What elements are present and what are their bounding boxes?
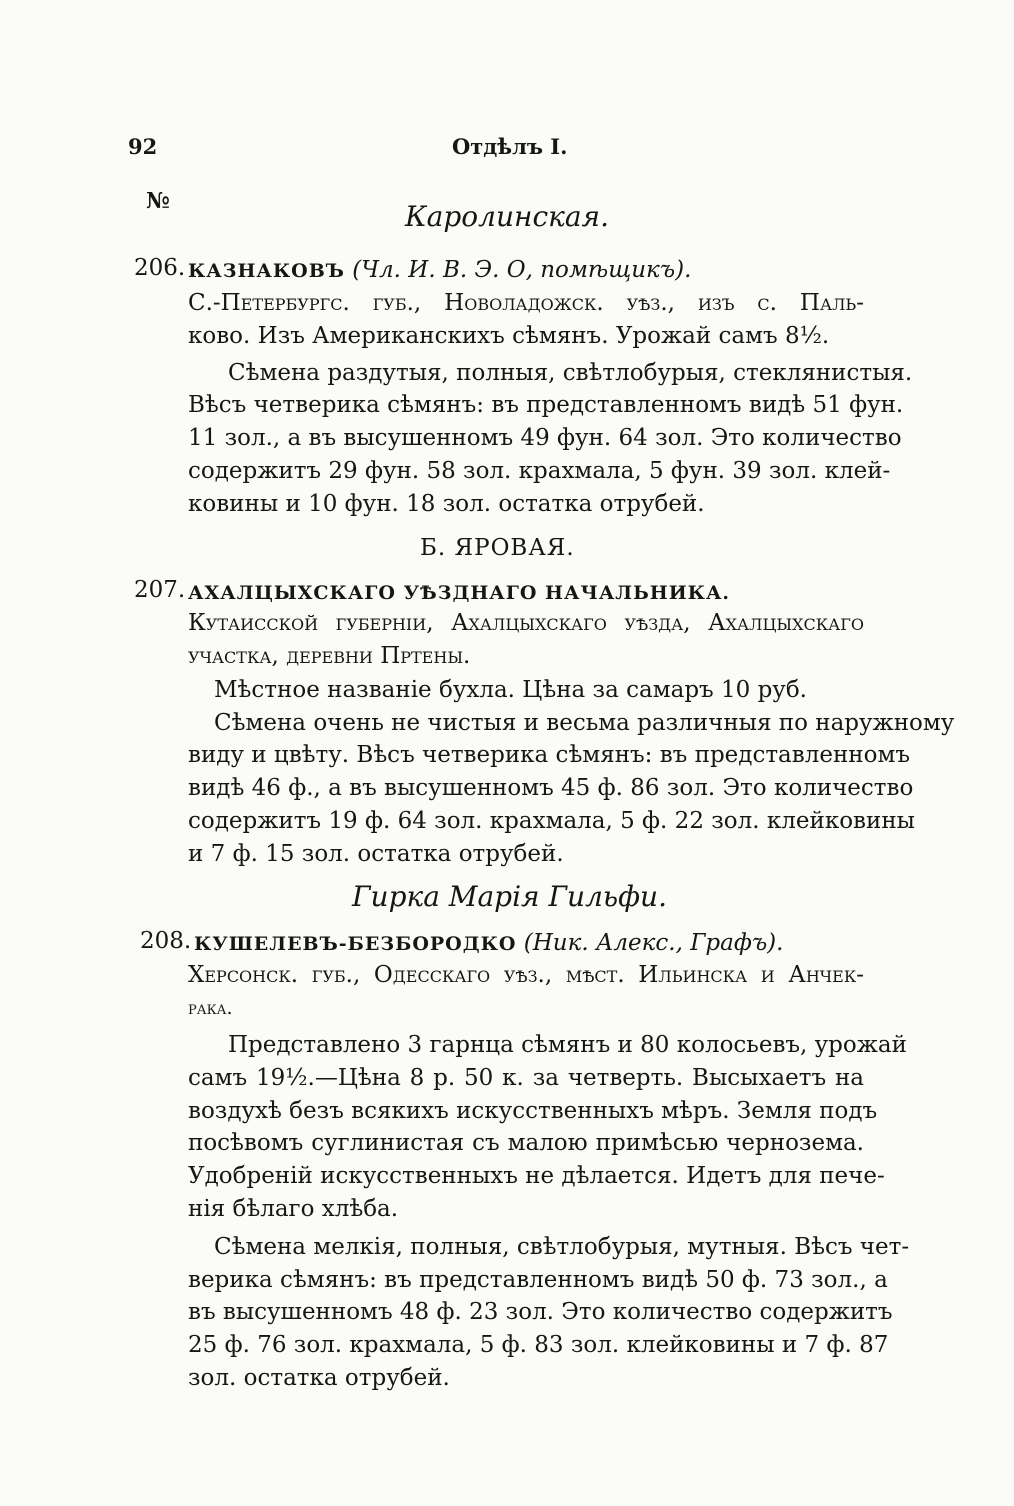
- entry-line: посѣвомъ суглинистая съ малою примѣсью чернозема.: [188, 1130, 864, 1156]
- entry-line: Вѣсъ четверика сѣмянъ: въ представленномъ видѣ 51 фун.: [188, 392, 904, 418]
- entry-line: Мѣстное названіе бухла. Цѣна за самаръ 10 руб.: [214, 677, 807, 703]
- entry-line: Сѣмена мелкія, полныя, свѣтлобурыя, мутныя. Вѣсъ чет-: [214, 1234, 910, 1260]
- page-number: 92: [128, 134, 158, 159]
- entry-line: воздухѣ безъ всякихъ искусственныхъ мѣръ. Земля подъ: [188, 1098, 878, 1124]
- entry-line: 11 зол., а въ высушенномъ 49 фун. 64 зол. Это количество: [188, 425, 902, 451]
- number-sign: №: [146, 188, 170, 214]
- entry-line: содержитъ 19 ф. 64 зол. крахмала, 5 ф. 22 зол. клейковины: [188, 808, 915, 834]
- entry-name-207: АХАЛЦЫХСКАГО УѢЗДНАГО НАЧАЛЬНИКА.: [188, 582, 731, 604]
- entry-heading-207: [188, 577, 730, 608]
- entry-name-206: КАЗНАКОВЪ: [188, 260, 345, 282]
- entry-line: видѣ 46 ф., а въ высушенномъ 45 ф. 86 зол. Это количество: [188, 775, 914, 801]
- entry-heading-208: [194, 928, 783, 959]
- entry-line: участка, деревни Пртены.: [188, 643, 471, 669]
- section-title-yarovaya: Б. ЯРОВАЯ.: [420, 535, 575, 561]
- entry-line: зол. остатка отрубей.: [188, 1365, 450, 1391]
- entry-line: содержитъ 29 фун. 58 зол. крахмала, 5 фун. 39 зол. клей-: [188, 458, 891, 484]
- entry-line: и 7 ф. 15 зол. остатка отрубей.: [188, 841, 564, 867]
- entry-line: самъ 19½.—Цѣна 8 р. 50 к. за четверть. Высыхаетъ на: [188, 1065, 864, 1091]
- entry-line: Сѣмена раздутыя, полныя, свѣтлобурыя, стеклянистыя.: [228, 360, 913, 386]
- entry-line: ковины и 10 фун. 18 зол. остатка отрубей.: [188, 491, 705, 517]
- entry-line: рака.: [188, 997, 233, 1019]
- entry-line: 25 ф. 76 зол. крахмала, 5 ф. 83 зол. клейковины и 7 ф. 87: [188, 1332, 889, 1358]
- entry-line: въ высушенномъ 48 ф. 23 зол. Это количество содержитъ: [188, 1299, 893, 1325]
- entry-line: С.-Петербургс. губ., Новоладожск. уѣз., изъ с. Паль-: [188, 290, 864, 316]
- entry-line: Сѣмена очень не чистыя и весьма различныя по наружному: [214, 710, 955, 736]
- entry-line: нія бѣлаго хлѣба.: [188, 1196, 399, 1222]
- entry-line: Херсонск. губ., Одесскаго уѣз., мѣст. Ильинска и Анчек-: [188, 962, 864, 988]
- entry-number-208: 208.: [140, 928, 192, 954]
- entry-name-208: КУШЕЛЕВЪ-БЕЗБОРОДКО: [194, 933, 517, 955]
- entry-number-206: 206.: [134, 255, 186, 281]
- section-title-karolinskaya: Каролинская.: [405, 200, 609, 233]
- entry-line: верика сѣмянъ: въ представленномъ видѣ 50 ф. 73 зол., а: [188, 1267, 888, 1293]
- entry-line: Кутаисской губерніи, Ахалцыхскаго уѣзда, Ахалцыхскаго: [188, 610, 864, 636]
- section-title-girka: Гирка Марія Гильфи.: [352, 880, 667, 913]
- entry-paren-206: (Чл. И. В. Э. О, помѣщикъ).: [352, 257, 692, 283]
- entry-heading-206: [188, 255, 691, 286]
- entry-line: виду и цвѣту. Вѣсъ четверика сѣмянъ: въ представленномъ: [188, 742, 910, 768]
- running-title: Отдѣлъ I.: [452, 134, 568, 159]
- entry-line: Представлено 3 гарнца сѣмянъ и 80 колосьевъ, урожай: [228, 1032, 907, 1058]
- entry-paren-208: (Ник. Алекс., Графъ).: [523, 930, 784, 956]
- entry-line: Удобреній искусственныхъ не дѣлается. Идетъ для пече-: [188, 1163, 885, 1189]
- entry-number-207: 207.: [134, 577, 186, 603]
- entry-line: ково. Изъ Американскихъ сѣмянъ. Урожай самъ 8½.: [188, 323, 830, 349]
